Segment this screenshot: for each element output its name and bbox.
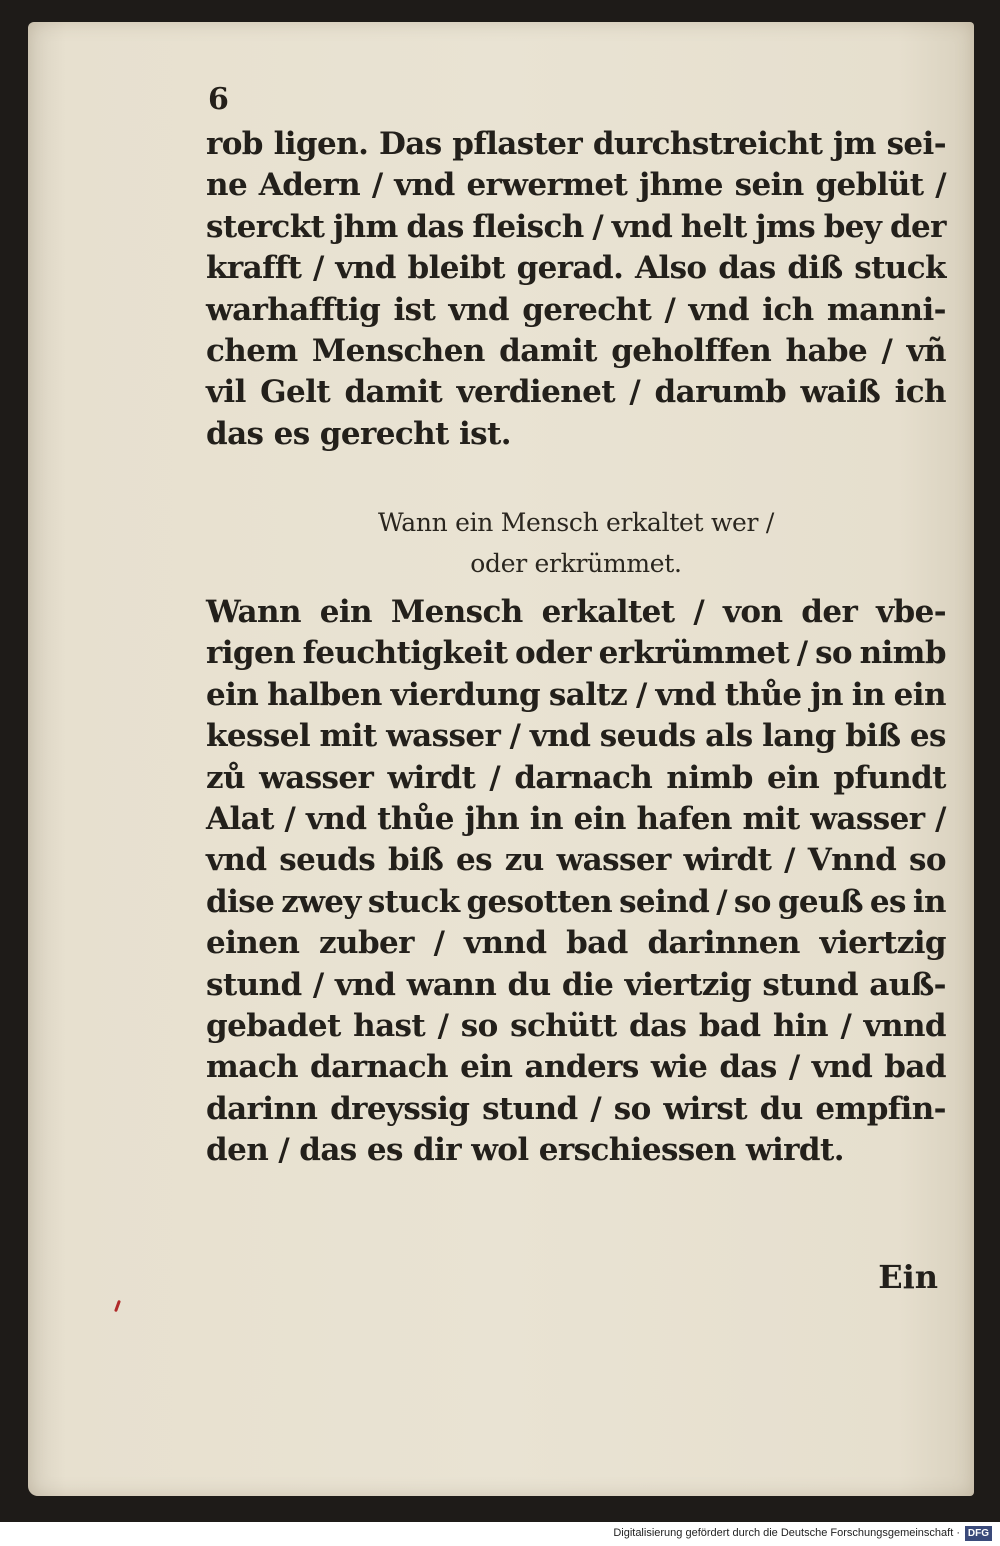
paragraph-2-line: zů wasser wirdt / darnach nimb ein pfundt — [206, 759, 946, 796]
paragraph-1-line: rob ligen. Das pflaster durchstreicht jm sei- — [206, 126, 946, 162]
page-number: 6 — [208, 82, 229, 117]
paragraph-1-line: ne Adern / vnd erwermet jhme sein geblüt / — [206, 167, 946, 204]
paragraph-2-line: Alat / vnd thůe jhn in ein hafen mit wasser / — [206, 800, 946, 837]
paragraph-2 — [206, 592, 946, 1171]
paragraph-1-line: vil Gelt damit verdienet / darumb waiß ich — [206, 374, 946, 411]
paragraph-2-line: einen zuber / vnnd bad darinnen viertzig — [206, 925, 946, 962]
paragraph-2-line: mach darnach ein anders wie das / vnd bad — [206, 1049, 946, 1086]
paragraph-1-line: chem Menschen damit geholffen habe / vñ — [206, 332, 946, 369]
section-heading — [206, 502, 946, 584]
paragraph-2-line: kessel mit wasser / vnd seuds als lang biß es — [206, 718, 946, 755]
paragraph-1 — [206, 124, 946, 455]
paragraph-2-line: Wann ein Mensch erkaltet / von der vbe- — [206, 594, 946, 630]
dfg-logo: DFG — [965, 1526, 992, 1541]
paragraph-2-line: vnd seuds biß es zu wasser wirdt / Vnnd so — [206, 842, 946, 879]
heading-line: Wann ein Mensch erkaltet wer / — [378, 508, 774, 537]
footer-credit: Digitalisierung gefördert durch die Deutsche Forschungsgemeinschaft · — [613, 1527, 960, 1539]
paragraph-2-line: den / das es dir wol erschiessen wirdt. — [206, 1132, 844, 1169]
catchword: Ein — [878, 1258, 938, 1296]
footer-bar — [0, 1522, 1000, 1546]
paragraph-1-line: sterckt jhm das fleisch / vnd helt jms bey der — [206, 208, 946, 245]
paragraph-2-line: rigen feuchtigkeit oder erkrümmet / so nimb — [206, 635, 946, 672]
paragraph-2-line: gebadet hast / so schütt das bad hin / vnnd — [206, 1007, 946, 1044]
paragraph-1-line: das es gerecht ist. — [206, 415, 511, 452]
paragraph-2-line: stund / vnd wann du die viertzig stund auß- — [206, 966, 946, 1003]
heading-line: oder erkrümmet. — [470, 549, 682, 578]
paragraph-1-line: warhafftig ist vnd gerecht / vnd ich manni- — [206, 291, 946, 328]
paragraph-2-line: dise zwey stuck gesotten seind / so geuß es in — [206, 883, 946, 920]
paragraph-2-line: ein halben vierdung saltz / vnd thůe jn in ein — [206, 676, 946, 713]
paragraph-2-line: darinn dreyssig stund / so wirst du empfin- — [206, 1090, 946, 1127]
paragraph-1-line: krafft / vnd bleibt gerad. Also das diß stuck — [206, 250, 946, 287]
